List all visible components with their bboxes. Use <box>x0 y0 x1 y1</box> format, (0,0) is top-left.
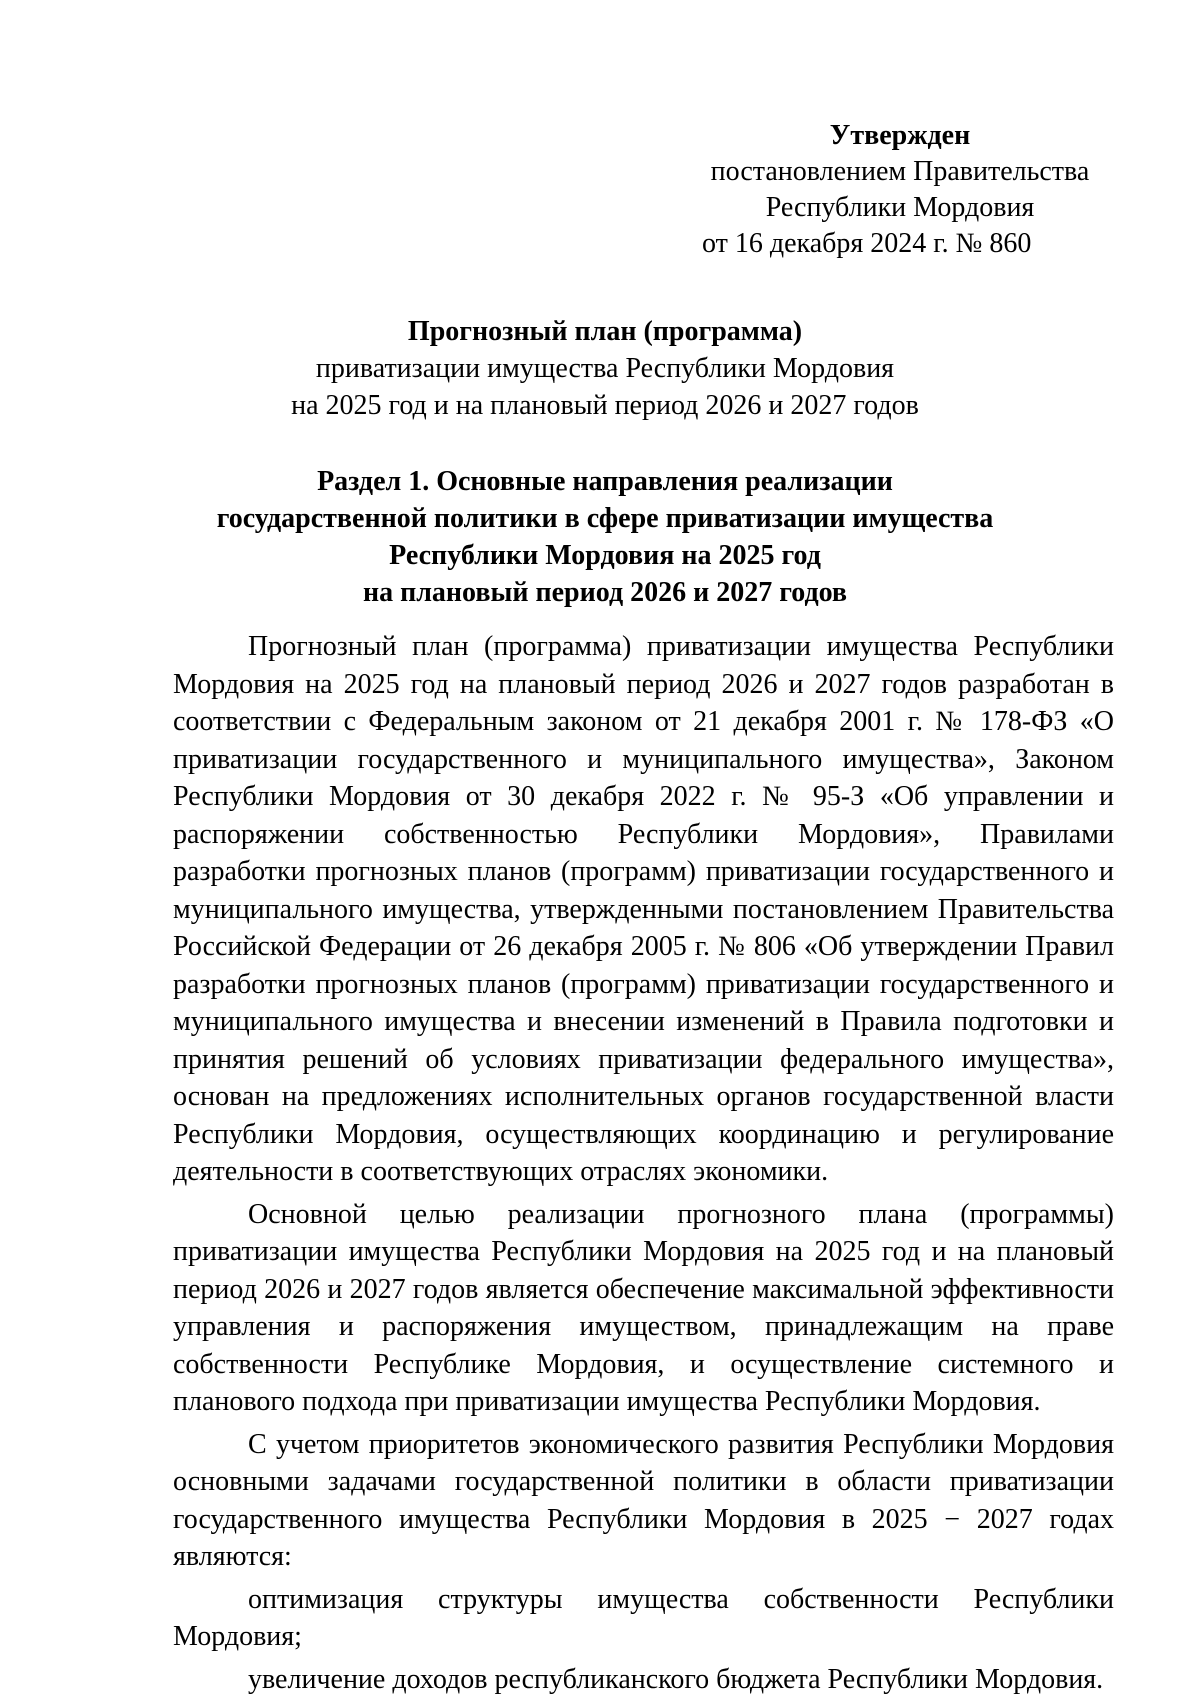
approval-line-2: Республики Мордовия <box>765 192 1035 223</box>
approval-title: Утвержден <box>829 120 971 151</box>
approval-stamp <box>700 118 1100 262</box>
paragraph-goal: Основной целью реализации прогнозного плана (программы) приватизации имущества Республики Мордовия на 2025 год и на плановый период 2026 и 2027 годов является обеспечение максимальной эффективности управления и распоряжения имуществом, принадлежащим на праве собственности Республике Мордовия, и осуществление системного и планового подхода при приватизации имущества Республики Мордовия. <box>173 1198 1114 1417</box>
paragraph-legal-basis: Прогнозный план (программа) приватизации имущества Республики Мордовия на 2025 год на плановый период 2026 и 2027 годов разработан в соответствии с Федеральным законом от 21 декабря 2001 г. № 178-ФЗ «О приватизации государственного и муниципального имущества», Законом Республики Мордовия от 30 декабря 2022 г. № 95-З «Об управлении и распоряжении собственностью Республики Мордовия», Правилами разработки прогнозных планов (программ) приватизации государственного и муниципального имущества, утвержденными постановлением Правительства Российской Федерации от 26 декабря 2005 г. № 806 «Об утверждении Правил разработки прогнозных планов (программ) приватизации государственного и муниципального имущества и внесении изменений в Правила подготовки и принятия решений об условиях приватизации федерального имущества», основан на предложениях исполнительных органов государственной власти Республики Мордовия, осуществляющих координацию и регулирование деятельности в соответствующих отраслях экономики. <box>173 631 1114 1187</box>
section-heading-line-4: на плановый период 2026 и 2027 годов <box>362 577 848 608</box>
paragraph-tasks-intro: С учетом приоритетов экономического развития Республики Мордовия основными задачами государственной политики в области приватизации государственного имущества Республики Мордовия в 2025 − 2027 годах являются: <box>173 1428 1114 1572</box>
approval-line-1: постановлением Правительства <box>710 156 1090 187</box>
document-title <box>170 313 1040 424</box>
section-heading <box>170 463 1040 611</box>
body-text <box>173 628 1114 1703</box>
approval-date: от 16 декабря 2024 г. № 860 <box>702 228 1032 259</box>
list-item-task-1: оптимизация структуры имущества собственности Республики Мордовия; <box>173 1583 1114 1652</box>
section-heading-line-2: государственной политики в сфере приватизации имущества <box>216 503 994 534</box>
list-item-task-2: увеличение доходов республиканского бюджета Республики Мордовия. <box>248 1663 1104 1695</box>
document-title-line-1: Прогнозный план (программа) <box>407 316 803 347</box>
section-heading-line-3: Республики Мордовия на 2025 год <box>389 540 821 571</box>
document-title-line-3: на 2025 год и на плановый период 2026 и 2027 годов <box>291 390 919 421</box>
section-heading-line-1: Раздел 1. Основные направления реализации <box>317 466 893 497</box>
document-title-line-2: приватизации имущества Республики Мордовия <box>315 353 895 384</box>
